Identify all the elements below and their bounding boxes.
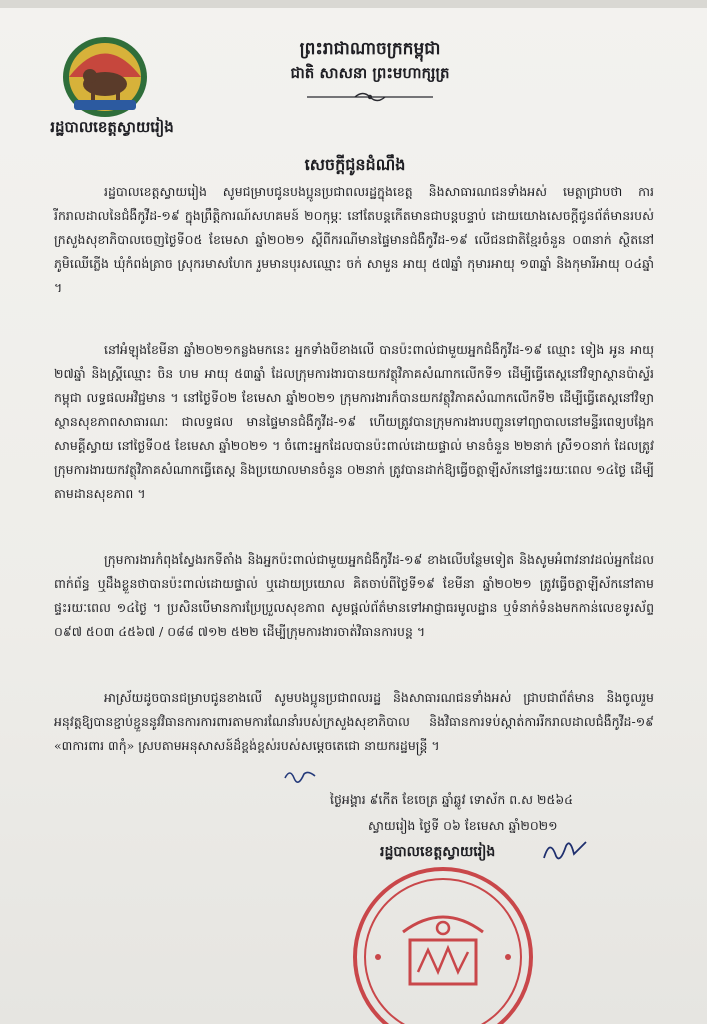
official-seal-icon [348,862,538,1024]
national-motto: ជាតិ សាសនា ព្រះមហាក្សត្រ [290,64,450,82]
issuing-organization: រដ្ឋបាលខេត្តស្វាយរៀង [50,118,174,136]
gregorian-date: ស្វាយរៀង ថ្ងៃទី ០៦ ខែមេសា ឆ្នាំ២០២១ [368,818,558,833]
provincial-emblem-icon [60,34,150,120]
paragraph-1: រដ្ឋបាលខេត្តស្វាយរៀង សូមជម្រាបជូនបងប្អូនប្រជាពលរដ្ឋក្នុងខេត្ត និងសាធារណជនទាំងអស់ មេត្តាជ្រាបថា ការរីករាលដាលនៃជំងឺកូវីដ-១៩ ក្នុងព្រឹត្តិការណ៍សហគមន៍ ២០កុម្ភៈ នៅតែបន្តកើតមានជាបន្តបន្ទាប់ ដោយយោងសេចក្តីជូនព័ត៌មានរបស់ក្រសួងសុខាភិបាលចេញថ្ងៃទី០៥ ខែមេសា ឆ្នាំ២០២១ ស្តីពីករណីមានផ្ទៃមានជំងឺកូវីដ-១៩ លើជនជាតិខ្មែរចំនួន ០៣នាក់ ស្ថិតនៅភូមិឈើភ្លើង ឃុំកំពង់ត្រាច ស្រុករមាសហែក រួមមានបុរសឈ្មោះ ចក់ សាមួន អាយុ ៥៧ឆ្នាំ កុមារអាយុ ១៣ឆ្នាំ និងកុមារីអាយុ ០៤ឆ្នាំ ។ [54,184,654,295]
document-title: សេចក្តីជូនដំណឹង [304,155,406,174]
kingdom-title: ព្រះរាជាណាចក្រកម្ពុជា [299,39,441,59]
signing-organization: រដ្ឋបាលខេត្តស្វាយរៀង [380,844,496,860]
scan-top-band [0,0,707,8]
paragraph-3: ក្រុមការងារកំពុងស្វែងរកទីតាំង និងអ្នកប៉ះពាល់ជាមួយអ្នកជំងឺកូវីដ-១៩ ខាងលើបន្ថែមទៀត និងសូមអំពាវនាវដល់អ្នកដែលពាក់ព័ន្ធ ឬដឹងខ្លួនថាបានប៉ះពាល់ដោយផ្ទាល់ ឬដោយប្រយោល គិតចាប់ពីថ្ងៃទី១៩ ខែមីនា ឆ្នាំ២០២១ ត្រូវធ្វើចត្តាឡីស័កនៅតាមផ្ទះរយៈពេល ១៤ថ្ងៃ ។ ប្រសិនបើមានការប្រែប្រួលសុខភាព សូមផ្តល់ព័ត៌មានទៅអាជ្ញាធរមូលដ្ឋាន ឬទំនាក់ទំនងមកកាន់លេខទូរស័ព្ទ ០៩៧ ៥០៣ ៤៥៦៧ / ០៨៨ ៧១២ ៥២២ ដើម្បីក្រុមការងារចាត់វិធានការបន្ត ។ [54,552,654,639]
signature-icon [540,836,590,866]
paragraph-2: នៅអំឡុងខែមីនា ឆ្នាំ២០២១កន្លងមកនេះ អ្នកទាំងបីខាងលើ បានប៉ះពាល់ជាមួយអ្នកជំងឺកូវីដ-១៩ ឈ្មោះ ទៀង អូន អាយុ ២៧ឆ្នាំ និងស្ត្រីឈ្មោះ ចិន ហម អាយុ ៥៣ឆ្នាំ ដែលក្រុមការងារបានយកវត្ថុវិភាគសំណាកលើកទី១ ដើម្បីធ្វើតេស្តនៅវិទ្យាស្ថានប៉ាស្ទ័រកម្ពុជា លទ្ធផលអវិជ្ជមាន ។ នៅថ្ងៃទី០២ ខែមេសា ឆ្នាំ២០២១ ក្រុមការងារក៏បានយកវត្ថុវិភាគសំណាកលើកទី២ ដើម្បីធ្វើតេស្តនៅវិទ្យាស្ថានសុខភាពសាធារណៈ ជាលទ្ធផល មានផ្ទៃមានជំងឺកូវីដ-១៩ ហើយត្រូវបានក្រុមការងារបញ្ជូនទៅព្យាបាលនៅមន្ទីរពេទ្យបង្អែកសាមគ្គីស្វាយ នៅថ្ងៃទី០៥ ខែមេសា ឆ្នាំ២០២១ ។ ចំពោះអ្នកដែលបានប៉ះពាល់ដោយផ្ទាល់ មានចំនួន ២២នាក់ ស្រី១០នាក់ ដែលត្រូវក្រុមការងារយកវត្ថុវិភាគសំណាកធ្វើតេស្ត និងប្រយោលមានចំនួន ០២នាក់ ត្រូវបានដាក់ឱ្យធ្វើចត្តាឡីស័កនៅផ្ទះរយៈពេល ១៤ថ្ងៃ ដើម្បីតាមដានសុខភាព ។ [54,342,654,501]
ornament-divider-icon [305,90,435,104]
initial-mark-icon [282,764,318,786]
lunar-date: ថ្ងៃអង្គារ ៩កើត ខែចេត្រ ឆ្នាំឆ្លូវ ទោស័ក ព.ស ២៥៦៤ [330,792,574,807]
paragraph-4: អាស្រ័យដូចបានជម្រាបជូនខាងលើ សូមបងប្អូនប្រជាពលរដ្ឋ និងសាធារណជនទាំងអស់ ជ្រាបជាព័ត៌មាន និងចូលរួមអនុវត្តឱ្យបានខ្ជាប់ខ្ជួននូវវិធានការការពារតាមការណែនាំរបស់ក្រសួងសុខាភិបាល និងវិធានការទប់ស្កាត់ការរីករាលដាលជំងឺកូវីដ-១៩ «៣ការពារ ៣កុំ» ស្របតាមអនុសាសន៍ដ៏ខ្ពង់ខ្ពស់របស់សម្តេចតេជោ នាយករដ្ឋមន្ត្រី ។ [54,690,654,753]
